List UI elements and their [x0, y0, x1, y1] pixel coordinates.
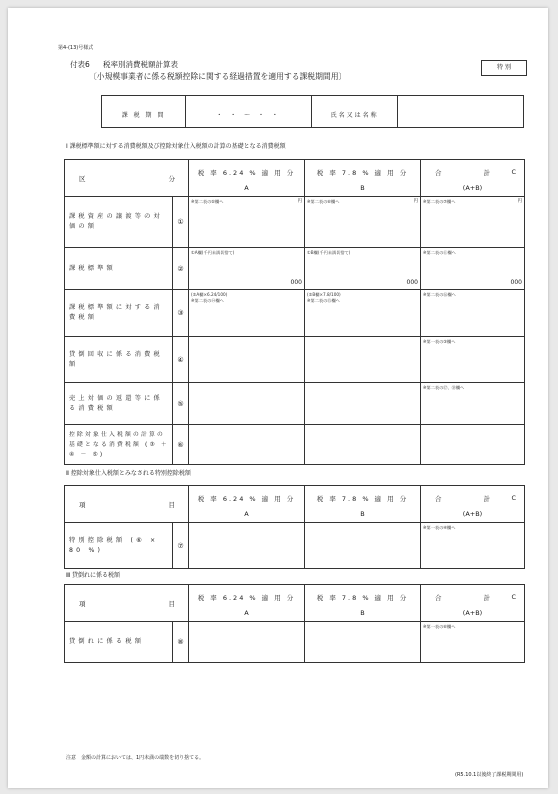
value-cell-c[interactable]: [421, 197, 525, 248]
period-value-cell[interactable]: [186, 96, 312, 128]
section2-table: [64, 485, 525, 569]
col-a-title: 税 率 6.24 % 適 用 分: [197, 495, 296, 503]
col-c-title: 合 計: [434, 495, 511, 503]
value-cell-b[interactable]: [305, 337, 421, 383]
section3-table: [64, 584, 525, 663]
value-cell-a[interactable]: [189, 197, 305, 248]
value-cell-b[interactable]: [305, 290, 421, 337]
value-cell-b[interactable]: [305, 248, 421, 290]
row-number: ⑦: [173, 523, 189, 569]
value-cell-b[interactable]: [305, 425, 421, 465]
value-cell-c[interactable]: [421, 523, 525, 569]
koumoku-header: [65, 486, 189, 523]
col-a-letter: A: [244, 609, 249, 617]
value-cell-c[interactable]: [421, 290, 525, 337]
special-tag: [481, 60, 527, 76]
row-label: 売上対価の返還等に係る消費税額: [65, 383, 173, 425]
col-c-letter: C: [511, 593, 516, 601]
kubun-label: 区 分: [79, 175, 178, 183]
value-cell-c[interactable]: [421, 622, 525, 663]
yen-unit: 円: [517, 199, 522, 204]
value-cell-b[interactable]: [305, 523, 421, 569]
row-label: 課税標準額: [65, 248, 173, 290]
cell-note: ※第二表の⑰、⑱欄へ: [423, 385, 465, 390]
period-label: 課 税 期 間: [121, 112, 166, 119]
row-number: ④: [173, 337, 189, 383]
name-value-cell[interactable]: [398, 96, 524, 128]
form-title: 税率別消費税額計算表: [103, 60, 178, 69]
col-a-header: [189, 486, 305, 523]
col-c-header: [421, 160, 525, 197]
col-c-title: 合 計: [434, 169, 511, 177]
col-b-header: [305, 160, 421, 197]
cell-note: ※第二表の⑪欄へ: [423, 250, 456, 255]
table-row: [65, 197, 525, 248]
cell-note: ※第二表の⑭欄へ: [191, 298, 224, 303]
row-number: ⑤: [173, 383, 189, 425]
cell-note: ※第二表の⑮欄へ: [307, 298, 340, 303]
period-name-box: [101, 95, 524, 128]
table-row: [65, 383, 525, 425]
col-c-formula: (A+B): [462, 609, 483, 617]
row-number: ⑥: [173, 425, 189, 465]
col-b-letter: B: [360, 184, 365, 192]
col-b-title: 税 率 7.8 % 適 用 分: [316, 594, 409, 602]
table-row: [65, 425, 525, 465]
value-cell-b[interactable]: [305, 622, 421, 663]
col-a-letter: A: [244, 510, 249, 518]
row-label: 控除対象仕入税額の計算の基礎となる消費税額 (③ ＋ ④ － ⑤): [65, 425, 173, 465]
value-cell-c[interactable]: [421, 248, 525, 290]
value-cell-a[interactable]: [189, 248, 305, 290]
value-cell-b[interactable]: [305, 383, 421, 425]
form-subtitle: 〔小規模事業者に係る税額控除に関する経過措置を適用する課税期間用〕: [89, 72, 347, 81]
col-b-title: 税 率 7.8 % 適 用 分: [316, 495, 409, 503]
table-row: [65, 248, 525, 290]
row-label: 課税標準額に対する消費税額: [65, 290, 173, 337]
cell-note: ①A欄(千円未満切捨て): [191, 250, 235, 255]
koumoku-label: 項 目: [79, 501, 178, 509]
cell-note: ※第二表の⑤欄へ: [191, 199, 224, 204]
row-number: ③: [173, 290, 189, 337]
yen-unit: 円: [413, 199, 418, 204]
section1-title: Ⅰ 課税標準額に対する消費税額及び控除対象仕入税額の計算の基礎となる消費税額: [66, 143, 286, 150]
table-row: [65, 337, 525, 383]
cell-note: ※第二表の⑦欄へ: [423, 199, 456, 204]
row-label: 貸倒回収に係る消費税額: [65, 337, 173, 383]
section1-table: [64, 159, 525, 465]
section2-title: Ⅱ 控除対象仕入税額とみなされる特別控除税額: [66, 470, 191, 477]
section3-title: Ⅲ 貸倒れに係る税額: [66, 572, 121, 579]
col-b-letter: B: [360, 609, 365, 617]
row-label: 貸倒れに係る税額: [65, 622, 173, 663]
value-cell-a[interactable]: [189, 523, 305, 569]
col-b-header: [305, 486, 421, 523]
col-c-formula: (A+B): [462, 184, 483, 192]
col-c-title: 合 計: [434, 594, 511, 602]
cell-note: ※第一表の④欄へ: [423, 525, 456, 530]
col-a-header: [189, 585, 305, 622]
koumoku-header: [65, 585, 189, 622]
cell-note: (②B欄×7.8/100): [307, 292, 341, 297]
col-c-header: [421, 486, 525, 523]
value-cell-c[interactable]: [421, 383, 525, 425]
footnote: 注意 金額の計算においては、1円未満の端数を切り捨てる。: [66, 755, 205, 761]
period-label-cell: [102, 96, 186, 128]
footer-code: (R5.10.1以後終了課税期間用): [455, 772, 524, 778]
col-b-header: [305, 585, 421, 622]
yen-unit: 円: [297, 199, 302, 204]
name-label-cell: [311, 96, 397, 128]
kubun-header: [65, 160, 189, 197]
value-cell-a[interactable]: [189, 383, 305, 425]
table-row: [65, 290, 525, 337]
value-cell-a[interactable]: [189, 290, 305, 337]
row-label: 特別控除税額 (⑥ × 80 %): [65, 523, 173, 569]
col-c-letter: C: [511, 494, 516, 502]
cell-note: ※第二表の⑯欄へ: [423, 292, 456, 297]
row-number: ②: [173, 248, 189, 290]
row-number: ①: [173, 197, 189, 248]
value-cell-a[interactable]: [189, 425, 305, 465]
col-b-letter: B: [360, 510, 365, 518]
value-cell-c[interactable]: [421, 337, 525, 383]
col-c-formula: (A+B): [462, 510, 483, 518]
col-a-header: [189, 160, 305, 197]
cell-note: (②A欄×6.24/100): [191, 292, 228, 297]
cell-note: ※第一表の③欄へ: [423, 339, 456, 344]
name-label: 氏名又は名称: [330, 112, 379, 119]
thousand-zeros: 000: [406, 279, 418, 286]
table-row: [65, 622, 525, 663]
cell-note: ※第一表の⑥欄へ: [423, 624, 456, 629]
thousand-zeros: 000: [290, 279, 302, 286]
form-id: 第4-(13)号様式: [58, 45, 94, 51]
period-value: ・ ・ ～ ・ ・: [216, 112, 281, 119]
value-cell-a[interactable]: [189, 622, 305, 663]
row-number: ⑧: [173, 622, 189, 663]
value-cell-c[interactable]: [421, 425, 525, 465]
special-tag-label: 特 別: [497, 64, 511, 71]
form-page: [8, 8, 548, 788]
table-row: [65, 523, 525, 569]
col-a-title: 税 率 6.24 % 適 用 分: [197, 594, 296, 602]
col-c-header: [421, 585, 525, 622]
thousand-zeros: 000: [510, 279, 522, 286]
value-cell-b[interactable]: [305, 197, 421, 248]
annex-number: 付表6: [70, 60, 90, 69]
cell-note: ※第二表の⑥欄へ: [307, 199, 340, 204]
koumoku-label: 項 目: [79, 600, 178, 608]
value-cell-a[interactable]: [189, 337, 305, 383]
col-a-title: 税 率 6.24 % 適 用 分: [197, 169, 296, 177]
row-label: 課税資産の譲渡等の対価の額: [65, 197, 173, 248]
cell-note: ①B欄(千円未満切捨て): [307, 250, 351, 255]
col-a-letter: A: [244, 184, 249, 192]
col-b-title: 税 率 7.8 % 適 用 分: [316, 169, 409, 177]
col-c-letter: C: [511, 168, 516, 176]
